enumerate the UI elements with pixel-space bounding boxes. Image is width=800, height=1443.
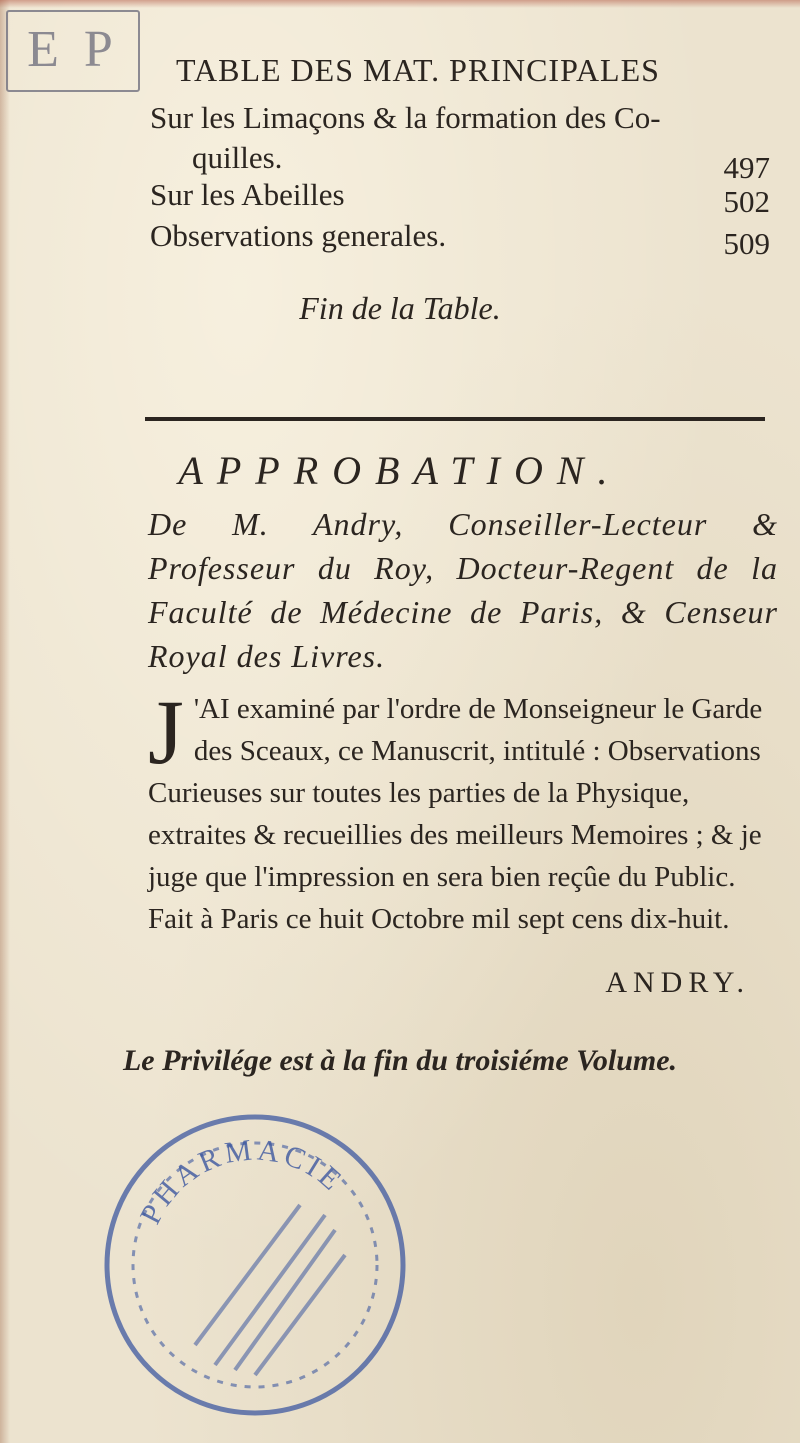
signature: ANDRY. xyxy=(605,966,750,999)
toc-entry-1-cont: quilles. xyxy=(192,140,283,175)
drop-cap: J xyxy=(148,681,184,783)
approbation-title: APPROBATION. xyxy=(178,448,622,493)
approbation-body xyxy=(148,681,768,940)
approbation-text: 'AI examiné par l'ordre de Monseigneur le Garde des Sceaux, ce Manuscrit, intitulé : Observations Curieuses sur toutes les parties de la Physique, extraites & recueillies des meilleurs Memoires ; & je juge que l'impression en sera bien reçûe du Public. Fait à Paris ce huit Octobre mil sept cens dix-huit. xyxy=(148,693,763,935)
seal-text: PHARMACIE xyxy=(133,1133,351,1230)
library-stamp: E P xyxy=(6,10,140,92)
toc-page-3: 509 xyxy=(723,226,770,261)
privilege-note: Le Privilége est à la fin du troisiéme Volume. xyxy=(122,1044,678,1077)
toc-entry-2: Sur les Abeilles xyxy=(150,177,345,212)
approbation-byline: De M. Andry, Conseiller-Lecteur & Professeur du Roy, Docteur-Regent de la Faculté de Médecine de Paris, & Censeur Royal des Livres. xyxy=(148,506,778,674)
toc-entry-1: Sur les Limaçons & la formation des Co- xyxy=(150,100,661,135)
toc-page-2: 502 xyxy=(723,184,770,219)
page-edge xyxy=(0,0,10,1443)
toc-entry-3: Observations generales. xyxy=(150,218,447,253)
end-of-table: Fin de la Table. xyxy=(299,290,501,326)
toc-page-1: 497 xyxy=(723,150,770,185)
page-edge-top xyxy=(0,0,800,8)
seal-hatching xyxy=(195,1205,345,1375)
running-head: TABLE DES MAT. PRINCIPALES xyxy=(176,52,660,88)
divider-rule xyxy=(145,417,765,421)
pharmacy-seal-stamp xyxy=(95,1105,415,1425)
